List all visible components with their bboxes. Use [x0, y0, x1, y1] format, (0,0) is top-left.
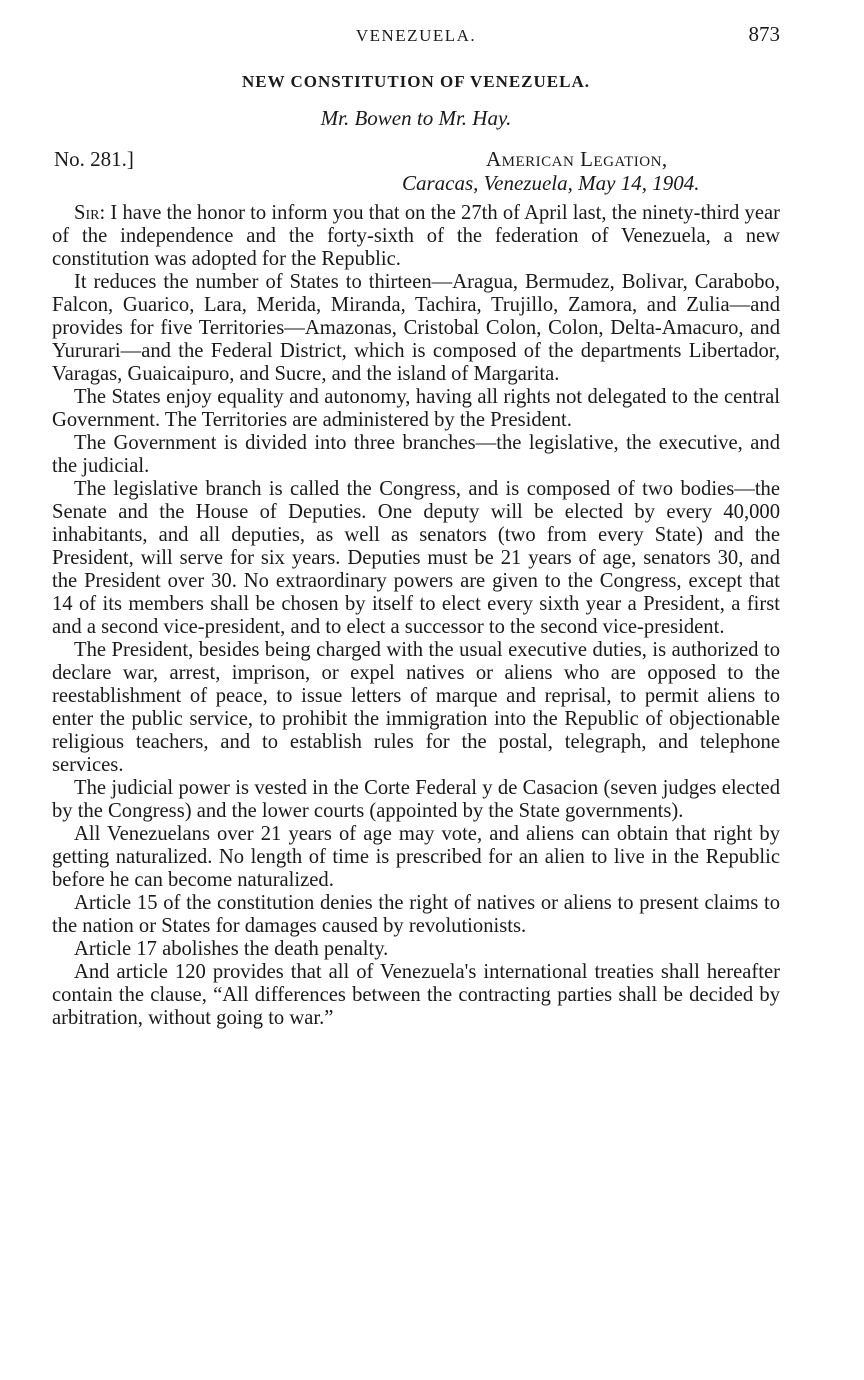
letter-meta: [52, 147, 780, 195]
salutation: Sir:: [74, 202, 106, 224]
running-title: VENEZUELA.: [355, 26, 477, 45]
paragraph: [52, 202, 780, 271]
running-header: [52, 20, 780, 50]
paragraph-text: I have the honor to inform you that on the 27th of April last, the ninety-third year of the independence and the forty-sixth of the federation of Venezuela, a new constitution was adopted for the Republic.: [52, 202, 780, 270]
paragraph: The legislative branch is called the Congress, and is composed of two bodies—the Senate and the House of Deputies. One deputy will be elected by every 40,000 inhabitants, and all deputies, as well as senators (two from every State) and the President, will serve for six years. Deputies must be 21 years of age, senators 30, and the President over 30. No extraordinary powers are given to the Congress, except that 14 of its members shall be chosen by itself to elect every sixth year a President, a first and a second vice-president, and to elect a successor to the second vice-president.: [52, 478, 780, 638]
paragraph: Article 17 abolishes the death penalty.: [74, 938, 389, 960]
place-date-line: Caracas, Venezuela, May 14, 1904.: [402, 171, 700, 195]
document-page: [52, 20, 780, 1030]
legation-line: American Legation,: [486, 147, 668, 171]
page-number: 873: [748, 22, 780, 46]
document-heading: NEW CONSTITUTION OF VENEZUELA.: [241, 72, 591, 91]
paragraph: All Venezuelans over 21 years of age may vote, and aliens can obtain that right by getting naturalized. No length of time is prescribed for an alien to live in the Republic before he can become naturalized.: [52, 823, 780, 891]
document-subheading: Mr. Bowen to Mr. Hay.: [320, 106, 512, 130]
paragraph: The judicial power is vested in the Corte Federal y de Casacion (seven judges elected by the Congress) and the lower courts (appointed by the State governments).: [52, 777, 780, 822]
paragraph: The States enjoy equality and autonomy, having all rights not delegated to the central Government. The Territories are administered by the President.: [52, 386, 780, 431]
paragraph: The Government is divided into three branches—the legislative, the executive, and the judicial.: [52, 432, 780, 477]
despatch-number: No. 281.]: [54, 147, 134, 171]
paragraph: Article 15 of the constitution denies the right of natives or aliens to present claims to the nation or States for damages caused by revolutionists.: [52, 892, 780, 937]
letter-body: [52, 202, 780, 1030]
paragraph: And article 120 provides that all of Venezuela's international treaties shall hereafter contain the clause, “All differences between the contracting parties shall be decided by arbitration, without going to war.”: [52, 961, 780, 1029]
paragraph: The President, besides being charged with the usual executive duties, is authorized to declare war, arrest, imprison, or expel natives or aliens who are opposed to the reestablishment of peace, to issue letters of marque and reprisal, to permit aliens to enter the public service, to prohibit the immigration into the Republic of objectionable religious teachers, and to establish rules for the postal, telegraph, and telephone services.: [52, 639, 780, 776]
paragraph: It reduces the number of States to thirteen—Aragua, Bermudez, Bolivar, Carabobo, Falcon, Guarico, Lara, Merida, Miranda, Tachira, Trujillo, Zamora, and Zulia—and provides for five Territories—Amazonas, Cristobal Colon, Colon, Delta-Amacuro, and Yururari—and the Federal District, which is composed of the departments Libertador, Varagas, Guaicaipuro, and Sucre, and the island of Margarita.: [52, 271, 780, 385]
